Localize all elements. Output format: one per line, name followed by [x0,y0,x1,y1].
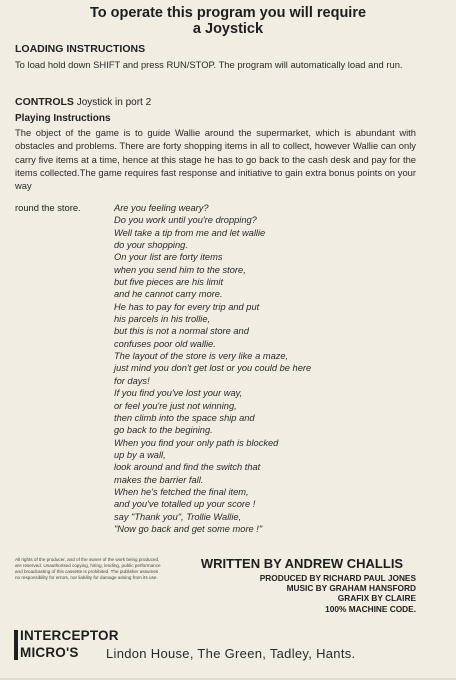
poem-line: say "Thank you", Trollie Wallie, [114,511,242,522]
publisher-logo [14,628,119,668]
poem-line: When he's fetched the final item, [114,486,249,497]
controls-heading: CONTROLS [15,96,74,108]
poem-line: "Now go back and get some more !" [114,523,263,534]
loading-heading: LOADING INSTRUCTIONS [15,43,146,55]
logo-bar [14,630,18,660]
poem-line: makes the barrier fall. [114,474,204,485]
poem-line: look around and find the switch that [114,462,261,473]
poem-line: for days! [114,375,150,386]
logo-line1: INTERCEPTOR [20,628,119,643]
poem-line: but five pieces are his limit [114,277,224,288]
controls-section [15,96,151,108]
poem-line: The layout of the store is very like a maze, [114,351,289,362]
poem-line: Well take a tip from me and let wallie [114,227,266,238]
poem-line: do your shopping. [114,240,188,251]
poem-line: or feel you're just not winning, [114,400,237,411]
credit-music: MUSIC BY GRAHAM HANSFORD [286,583,416,594]
logo-line2: MICRO'S [20,645,79,660]
poem-line: Are you feeling weary? [114,203,209,213]
loading-text: To load hold down SHIFT and press RUN/STOP. The program will automatically load and run. [15,59,403,70]
playing-text-end: round the store. [15,202,81,213]
poem-line: up by a wall, [114,449,166,460]
poem-line: When you find your only path is blocked [114,437,279,448]
credit-machine-code: 100% MACHINE CODE. [325,603,416,614]
playing-text: The object of the game is to guide Wallie around the supermarket, which is abundant with obstacles and problems. There are forty shopping items in all to collect, however Wallie can only carry five items at a time, hence at this stage he has to go back to the cash desk and pay for the items collected.The game requires fast response and initiative to gain extra bonus points on your way [15,127,416,192]
poem-line: when you send him to the store, [114,264,246,275]
poem-line: and he cannot carry more. [114,289,223,300]
poem-line: and you've totalled up your score ! [114,499,256,510]
poem-line: If you find you've lost your way, [114,388,243,399]
joystick-notice-line1: To operate this program you will require [89,5,367,21]
poem-line: his parcels in his trollie, [114,314,211,325]
written-by: WRITTEN BY ANDREW CHALLIS [200,556,404,571]
publisher-address: Lindon House, The Green, Tadley, Hants. [106,646,356,661]
credit-produced: PRODUCED BY RICHARD PAUL JONES [259,573,416,583]
copyright-notice: All rights of the producer, and of the owner of the work being produced, are reserved. Unauthorised copying, hiring, lending, public performance and broadcasting of this cassette is prohibited. The publisher assumes no responsibility for errors, nor liability for damage arising from its use. [15,557,161,580]
poem-line: just mind you don't get lost or you could be here [114,363,312,374]
joystick-notice-line2: a Joystick [192,21,264,37]
poem-line: Do you work until you're dropping? [114,215,257,226]
poem-line: go back to the begining. [114,425,213,436]
poem-line: On your list are forty items [114,252,223,263]
poem-line: confuses poor old wallie. [114,338,216,349]
poem-line: but this is not a normal store and [114,326,249,337]
poem-line: He has to pay for every trip and put [114,301,260,312]
playing-heading: Playing Instructions [15,113,111,124]
poem-line: then climb into the space ship and [114,412,255,423]
credits-list [260,573,416,614]
credit-grafix: GRAFIX BY CLAIRE [337,593,416,604]
controls-text: Joystick in port 2 [76,97,152,108]
poem [114,202,311,535]
